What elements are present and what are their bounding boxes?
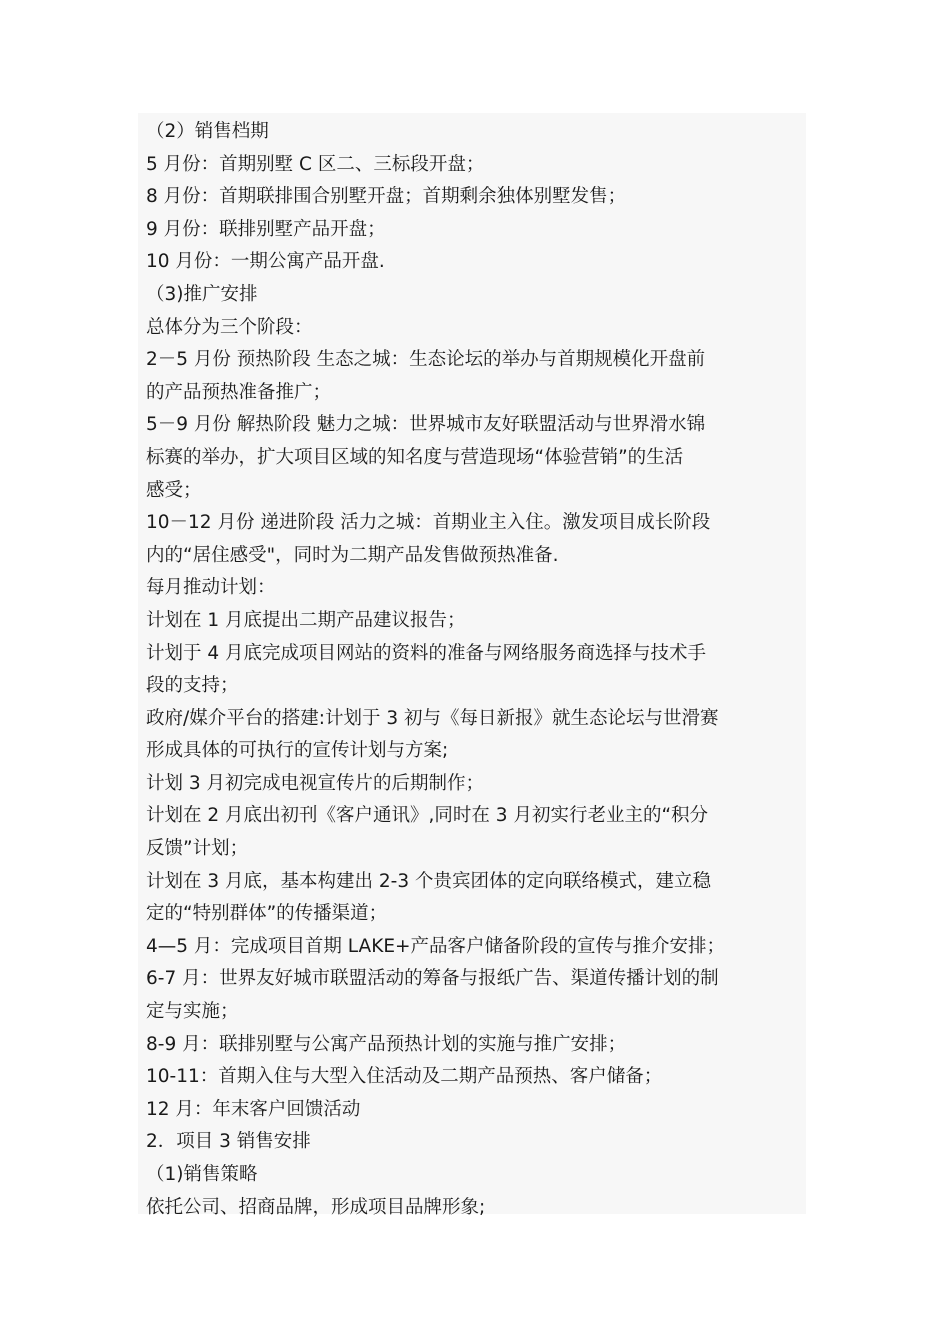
text-line: 段的支持； <box>146 675 239 697</box>
text-line: 计划在 3 月底，基本构建出 2-3 个贵宾团体的定向联络模式，建立稳 <box>146 870 712 892</box>
text-line: 计划在 1 月底提出二期产品建议报告； <box>146 609 466 631</box>
text-line: 计划于 4 月底完成项目网站的资料的准备与网络服务商选择与技术手 <box>146 642 707 664</box>
text-line: 10－12 月份 递进阶段 活力之城：首期业主入住。激发项目成长阶段 <box>146 512 711 534</box>
text-line: 8 月份：首期联排围合别墅开盘；首期剩余独体别墅发售； <box>146 186 627 208</box>
text-line: 4—5 月：完成项目首期 LAKE+产品客户储备阶段的宣传与推介安排； <box>146 935 726 957</box>
text-line: 内的“居住感受"，同时为二期产品发售做预热准备. <box>146 544 559 566</box>
text-line: 感受； <box>146 479 202 501</box>
text-line: 5－9 月份 解热阶段 魅力之城：世界城市友好联盟活动与世界滑水锦 <box>146 414 706 436</box>
text-line: 政府/媒介平台的搭建:计划于 3 初与《每日新报》就生态论坛与世滑赛 <box>146 707 719 729</box>
section-heading-promotion: （3)推广安排 <box>146 283 258 305</box>
text-line: 5 月份：首期别墅 C 区二、三标段开盘； <box>146 153 485 175</box>
text-line: 反馈”计划； <box>146 838 249 860</box>
text-line: 定的“特别群体”的传播渠道； <box>146 903 388 925</box>
document-body <box>146 116 808 1224</box>
text-line: 总体分为三个阶段： <box>146 316 313 338</box>
text-line: 9 月份：联排别墅产品开盘； <box>146 218 386 240</box>
text-line: 标赛的举办，扩大项目区域的知名度与营造现场“体验营销”的生活 <box>146 446 684 468</box>
text-line: 计划 3 月初完成电视宣传片的后期制作； <box>146 772 485 794</box>
text-line: 10 月份：一期公寓产品开盘. <box>146 251 385 273</box>
text-line: 2－5 月份 预热阶段 生态之城：生态论坛的举办与首期规模化开盘前 <box>146 349 706 371</box>
section-heading-sales-schedule: （2）销售档期 <box>146 121 269 142</box>
text-line: 的产品预热准备推广； <box>146 381 332 403</box>
text-line: 定与实施； <box>146 1001 239 1023</box>
section-heading-sales-strategy: （1)销售策略 <box>146 1164 258 1185</box>
section-heading-project-sales: 2．项目 3 销售安排 <box>146 1131 311 1153</box>
subheading-monthly-plan: 每月推动计划： <box>146 577 276 599</box>
text-line: 6-7 月：世界友好城市联盟活动的筹备与报纸广告、渠道传播计划的制 <box>146 968 719 990</box>
text-line: 计划在 2 月底出初刊《客户通讯》,同时在 3 月初实行老业主的“积分 <box>146 805 709 827</box>
text-line: 依托公司、招商品牌，形成项目品牌形象; <box>146 1196 486 1218</box>
text-line: 12 月：年末客户回馈活动 <box>146 1098 361 1120</box>
text-line: 形成具体的可执行的宣传计划与方案; <box>146 740 449 762</box>
text-line: 10-11：首期入住与大型入住活动及二期产品预热、客户储备； <box>146 1066 663 1088</box>
text-line: 8-9 月：联排别墅与公寓产品预热计划的实施与推广安排； <box>146 1033 627 1055</box>
